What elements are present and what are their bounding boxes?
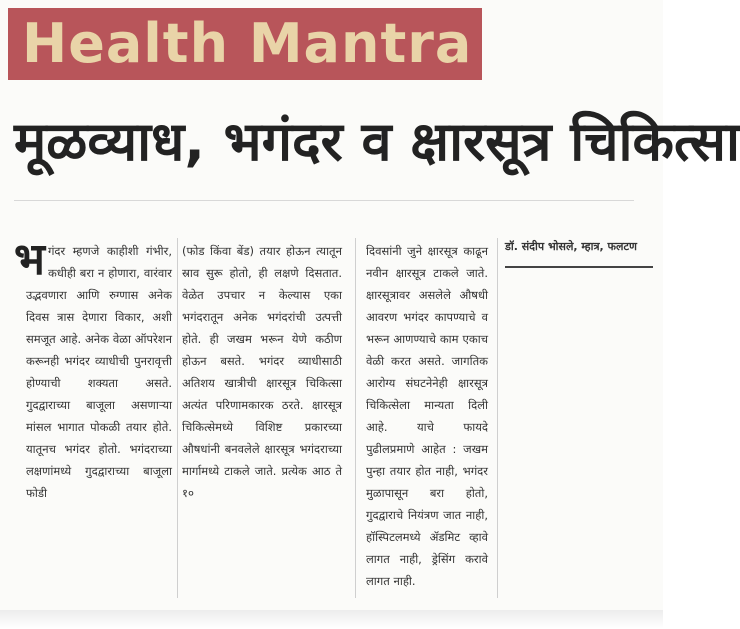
article-text-col2: (फोड किंवा बेंड) तयार होऊन त्यातून स्राव सुरू होतो, ही लक्षणे दिसतात. वेळेत उपचार न केल्यास एका भगंदरातून अनेक भगंदरांची उत्पत्ती होते. ही जखम भरून येणे कठीण होऊन बसते. भगंदर व्याधीसाठी अतिशय खात्रीची क्षारसूत्र चिकित्सा अत्यंत परिणामकारक ठरते. क्षारसूत्र चिकित्सेमध्ये विशिष्ट प्रकारच्या औषधांनी बनवलेले क्षारसूत्र भगंदराच्या मार्गामध्ये टाकले जाते. प्रत्येक आठ ते १० <box>182 244 342 500</box>
article-column-1 <box>14 234 172 504</box>
article-headline: मूळव्याध, भगंदर व क्षारसूत्र चिकित्सा <box>14 110 740 173</box>
article-column-2 <box>182 240 342 504</box>
column-separator <box>177 238 178 598</box>
article-column-3 <box>366 240 488 592</box>
column-separator <box>355 238 356 598</box>
paper-edge <box>0 610 663 629</box>
article-text-col3: दिवसांनी जुने क्षारसूत्र काढून नवीन क्षारसूत्र टाकले जाते. क्षारसूत्रावर असलेले औषधी आवरण भगंदर कापण्याचे व भरून आणण्याचे काम एकाच वेळी करत असते. जागतिक आरोग्य संघटनेनेही क्षारसूत्र चिकित्सेला मान्यता दिली आहे. याचे फायदे पुढीलप्रमाणे आहेत : जखम पुन्हा तयार होत नाही, भगंदर मुळापासून बरा होतो, गुदद्वाराचे नियंत्रण जात नाही, हॉस्पिटलमध्ये ॲडमिट व्हावे लागत नाही, ड्रेसिंग करावे लागत नाही. <box>366 244 488 588</box>
author-byline: डॉ. संदीप भोसले, म्हात्र, फलटण <box>505 240 637 253</box>
byline-underline <box>505 266 653 268</box>
drop-cap: भ <box>14 234 45 285</box>
headline-divider <box>14 200 634 201</box>
section-banner <box>8 8 482 80</box>
article-text-col1: गंदर म्हणजे काहीशी गंभीर, कधीही बरा न होणारा, वारंवार उद्भवणारा आणि रुग्णास अनेक दिवस त्रास देणारा विकार, अशी समजूत आहे. अनेक वेळा ऑपरेशन करूनही भगंदर व्याधीची पुनरावृत्ती होण्याची शक्यता असते. गुदद्वाराच्या बाजूला असणाऱ्या मांसल भागात पोकळी तयार होते. यातूनच भगंदर होतो. भगंदराच्या लक्षणांमध्ये गुदद्वाराच्या बाजूला फोडी <box>26 244 172 500</box>
section-title: Health Mantra <box>22 12 473 75</box>
column-separator <box>497 238 498 598</box>
